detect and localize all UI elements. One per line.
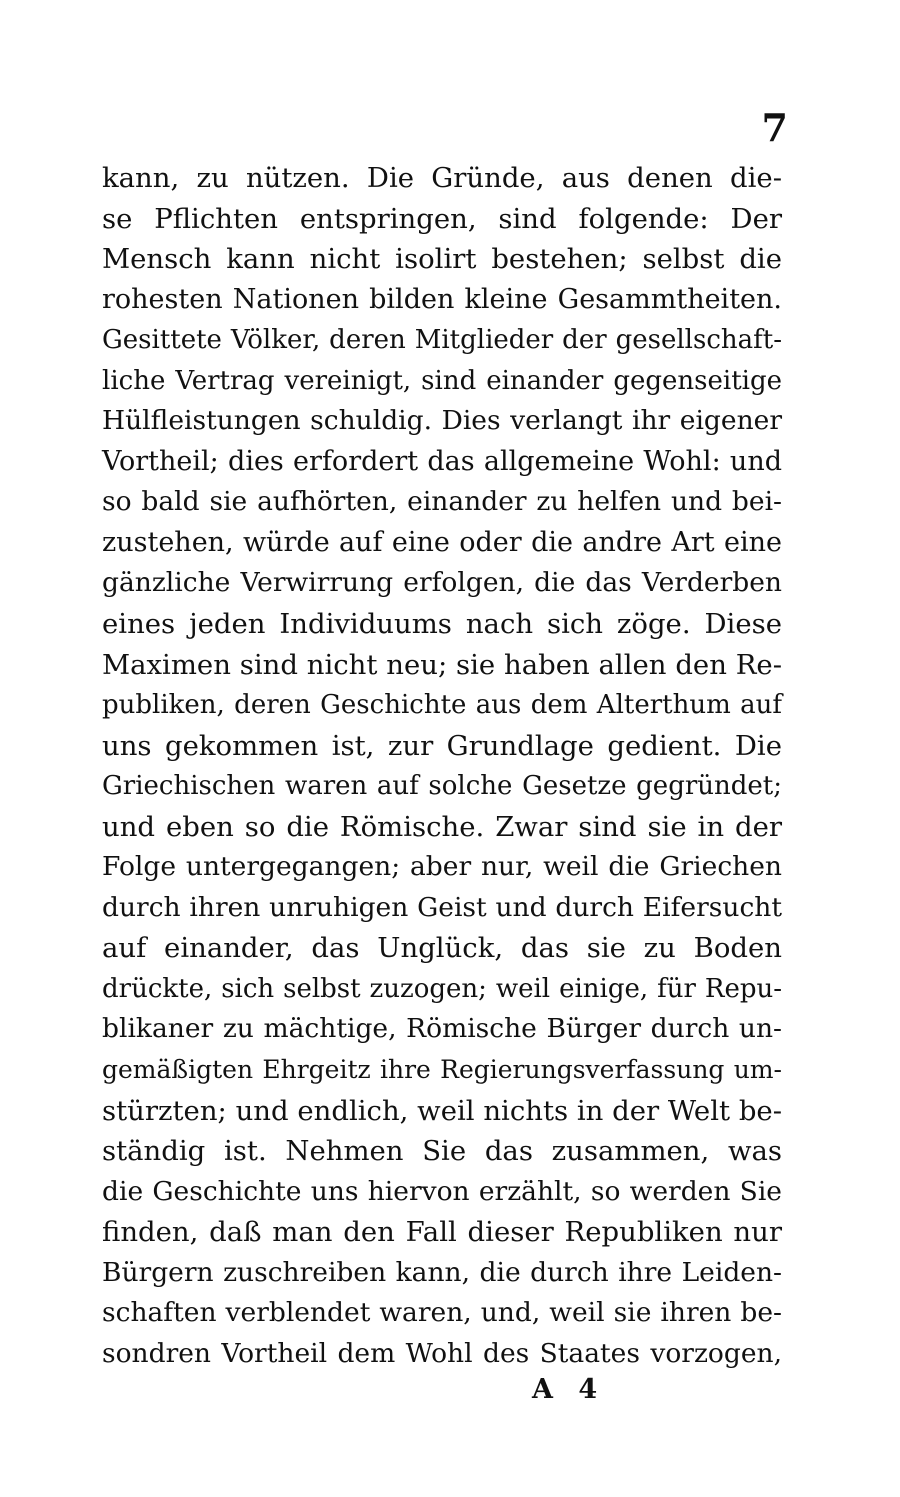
text-line: schaften verblendet waren, und, weil sie ihren be- [102,1297,782,1329]
text-line: so bald sie aufhörten, einander zu helfen und bei- [102,486,782,518]
text-line: und eben so die Römische. Zwar sind sie in der [102,810,782,843]
text-line: rohesten Nationen bilden kleine Gesammtheiten. [102,283,782,315]
text-line: liche Vertrag vereinigt, sind einander gegenseitige [102,365,782,396]
text-line: gänzliche Verwirrung erfolgen, die das Verderben [102,567,782,599]
text-line: Bürgern zuschreiben kann, die durch ihre Leiden- [102,1256,782,1288]
text-line: uns gekommen ist, zur Grundlage gedient. Die [102,729,782,762]
text-line: sondren Vortheil dem Wohl des Staates vorzogen, [102,1337,782,1369]
text-line: Vortheil; dies erfordert das allgemeine Wohl: und [102,445,782,477]
page-number: 7 [761,105,788,150]
text-line: kann, zu nützen. Die Gründe, aus denen die- [102,162,782,194]
text-line: drückte, sich selbst zuzogen; weil einige, für Repu- [102,973,782,1004]
text-line: Maximen sind nicht neu; sie haben allen den Re- [102,648,782,681]
text-line: gemäßigten Ehrgeitz ihre Regierungsverfassung um- [102,1055,782,1085]
text-line: blikaner zu mächtige, Römische Bürger durch un- [102,1013,782,1045]
text-line: Gesittete Völker, deren Mitglieder der gesellschaft- [102,325,782,356]
text-line: stürzten; und endlich, weil nichts in der Welt be- [102,1094,782,1127]
signature-mark: A 4 [532,1374,606,1405]
text-line: Griechischen waren auf solche Gesetze gegründet; [102,771,782,802]
body-text [102,158,782,1374]
text-line: auf einander, das Unglück, das sie zu Boden [102,932,782,965]
text-line: ständig ist. Nehmen Sie das zusammen, was [102,1135,782,1168]
text-line: zustehen, würde auf eine oder die andre Art eine [102,526,782,558]
text-line: finden, daß man den Fall dieser Republiken nur [102,1216,782,1249]
text-line: Folge untergegangen; aber nur, weil die Griechen [102,851,782,883]
text-line: publiken, deren Geschichte aus dem Alterthum auf [102,690,782,721]
text-line: Mensch kann nicht isolirt bestehen; selbst die [102,243,782,276]
text-line: eines jeden Individuums nach sich zöge. Diese [102,608,782,641]
text-line: se Pflichten entspringen, sind folgende: Der [102,202,782,235]
text-line: durch ihren unruhigen Geist und durch Eifersucht [102,891,782,923]
text-line: Hülfleistungen schuldig. Dies verlangt ihr eigener [102,405,782,437]
text-line: die Geschichte uns hiervon erzählt, so werden Sie [102,1175,782,1207]
